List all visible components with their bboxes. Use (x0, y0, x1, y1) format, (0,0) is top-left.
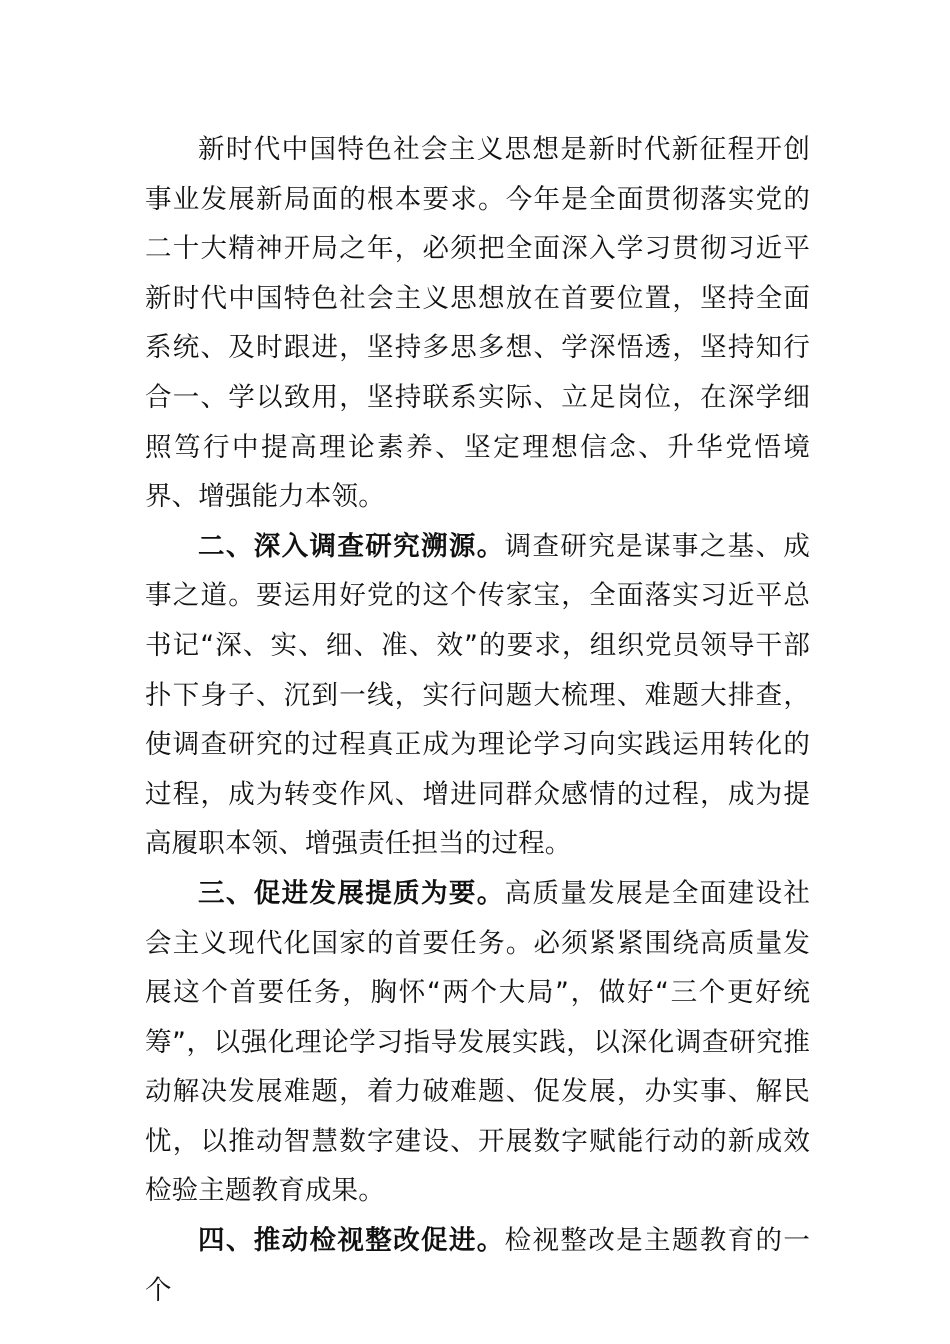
paragraph-investigation-research (145, 522, 810, 869)
paragraph-text: 调查研究是谋事之基、成事之道。要运用好党的这个传家宝，全面落实习近平总书记“深、实、细、准、效”的要求，组织党员领导干部扑下身子、沉到一线，实行问题大梳理、难题大排查，使调查研究的过程真正成为理论学习向实践运用转化的过程，成为转变作风、增进同群众感情的过程，成为提高履职本领、增强责任担当的过程。 (145, 530, 810, 860)
document-body (145, 125, 810, 1315)
paragraph-heading: 二、深入调查研究溯源。 (198, 530, 505, 562)
paragraph-text: 新时代中国特色社会主义思想是新时代新征程开创事业发展新局面的根本要求。今年是全面贯彻落实党的二十大精神开局之年，必须把全面深入学习贯彻习近平新时代中国特色社会主义思想放在首要位置，坚持全面系统、及时跟进，坚持多思多想、学深悟透，坚持知行合一、学以致用，坚持联系实际、立足岗位，在深学细照笃行中提高理论素养、坚定理想信念、升华党悟境界、增强能力本领。 (145, 134, 810, 513)
paragraph-heading: 三、促进发展提质为要。 (198, 877, 505, 909)
paragraph-text: 检视整改是主题教育的一个 (145, 1225, 810, 1306)
paragraph-text: 高质量发展是全面建设社会主义现代化国家的首要任务。必须紧紧围绕高质量发展这个首要任务，胸怀“两个大局”，做好“三个更好统筹”，以强化理论学习指导发展实践，以深化调查研究推动解决发展难题，着力破难题、促发展，办实事、解民忧，以推动智慧数字建设、开展数字赋能行动的新成效检验主题教育成果。 (145, 877, 810, 1207)
paragraph-theory-study (145, 125, 810, 522)
paragraph-inspection-rectification (145, 1216, 810, 1315)
paragraph-heading: 四、推动检视整改促进。 (198, 1225, 505, 1257)
paragraph-promote-development (145, 869, 810, 1216)
